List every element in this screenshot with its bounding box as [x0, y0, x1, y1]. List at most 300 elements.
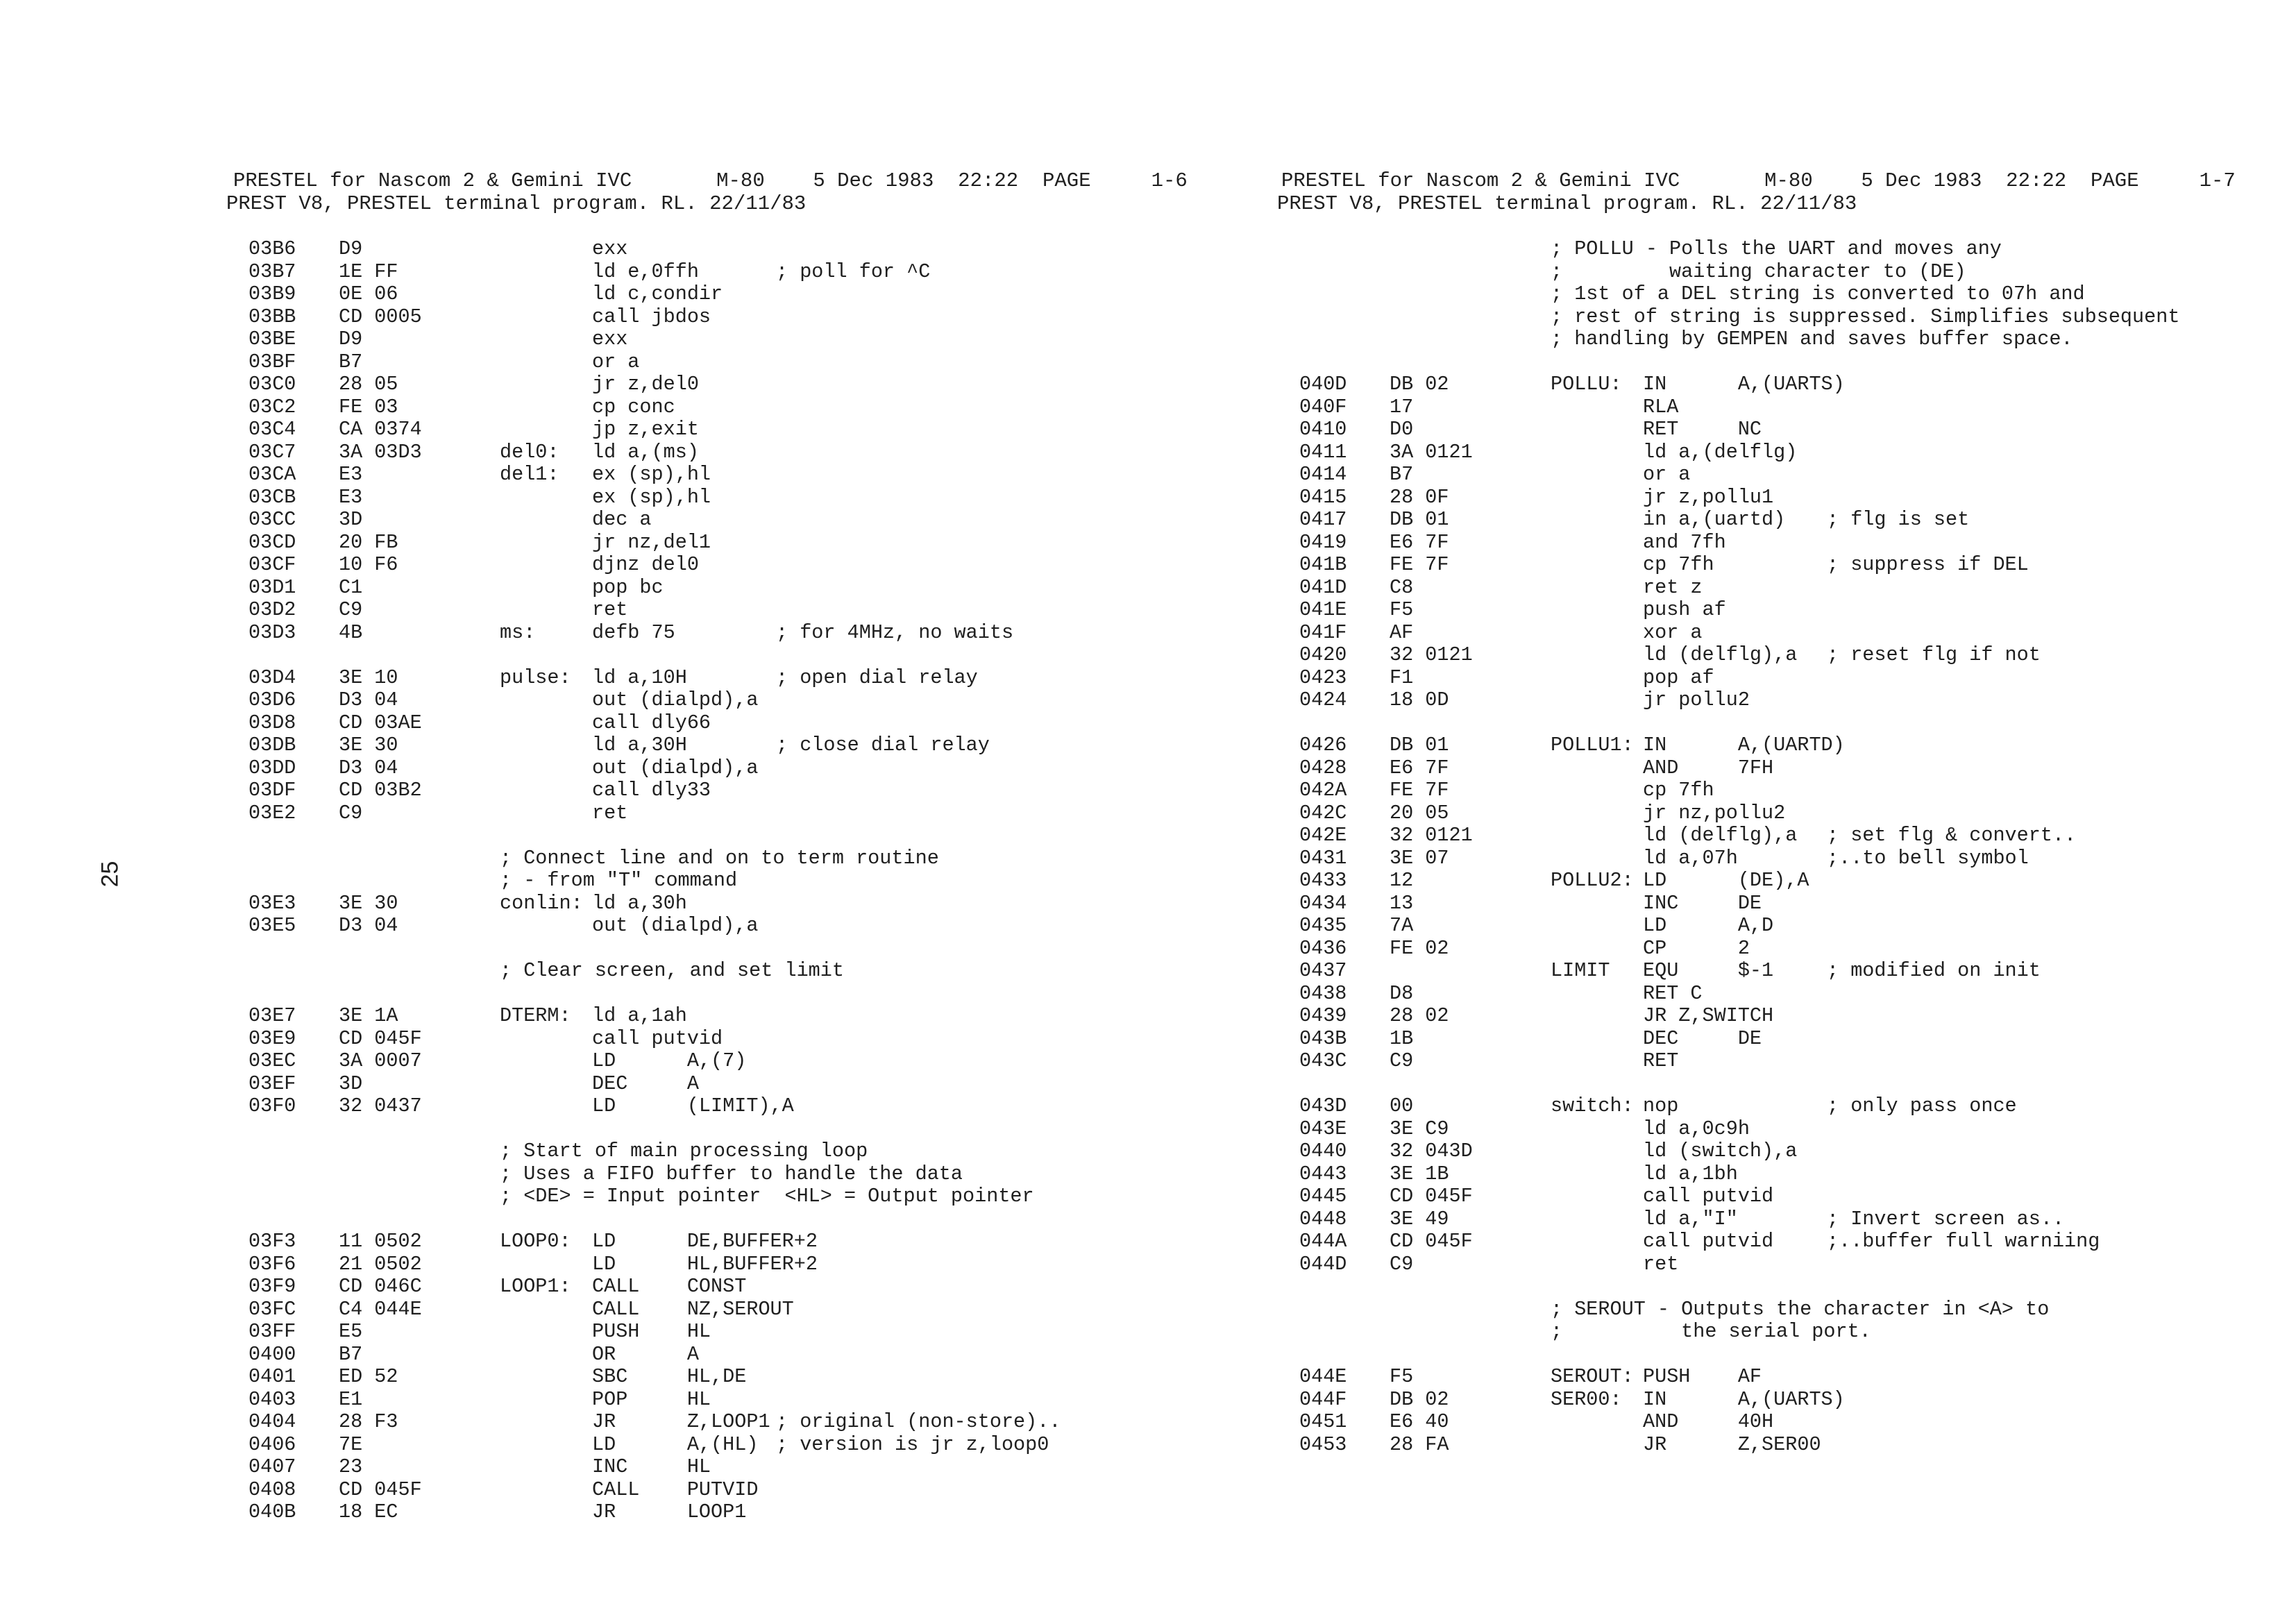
address: 03BE: [248, 328, 296, 350]
opcode: 3E 1B: [1390, 1162, 1449, 1185]
instruction: AND 40H: [1643, 1410, 1774, 1433]
label: LIMIT: [1551, 959, 1610, 982]
address: 0453: [1299, 1432, 1347, 1456]
address: 0445: [1299, 1185, 1347, 1208]
instruction: DEC A: [592, 1072, 699, 1095]
opcode: 3A 0007: [339, 1049, 422, 1072]
opcode: CD 045F: [339, 1026, 422, 1050]
label: ; Start of main processing loop: [500, 1140, 868, 1162]
comment: ; reset flg if not: [1827, 643, 2041, 666]
instruction: cp 7fh: [1643, 553, 1714, 576]
opcode: 3D: [339, 1072, 363, 1095]
label: LOOP0:: [500, 1230, 571, 1253]
address: 03C0: [248, 373, 296, 396]
label: ; 1st of a DEL string is converted to 07h and: [1551, 282, 2085, 305]
address: 044F: [1299, 1387, 1347, 1411]
instruction: ld a,30H: [592, 734, 687, 756]
comment: ; for 4MHz, no waits: [776, 620, 1014, 644]
label: switch:: [1551, 1094, 1634, 1117]
address: 0423: [1299, 666, 1347, 689]
opcode: 32 0121: [1390, 824, 1473, 847]
instruction: AND 7FH: [1643, 756, 1774, 779]
comment: ; original (non-store)..: [776, 1410, 1061, 1433]
comment: ; flg is set: [1827, 508, 1970, 531]
instruction: PUSH AF: [1643, 1365, 1762, 1388]
opcode: E6 40: [1390, 1410, 1449, 1433]
instruction: defb 75: [592, 620, 675, 644]
address: 03DD: [248, 756, 296, 779]
label: SEROUT:: [1551, 1365, 1634, 1388]
instruction: IN A,(UARTS): [1643, 1387, 1845, 1411]
address: 03B6: [248, 237, 296, 260]
label: ; <DE> = Input pointer <HL> = Output pointer: [500, 1185, 1034, 1208]
label: POLLU1:: [1551, 734, 1634, 756]
address: 0424: [1299, 688, 1347, 711]
instruction: JR Z,SER00: [1643, 1432, 1821, 1456]
label: ; - from "T" command: [500, 869, 738, 892]
opcode: D0: [1390, 418, 1414, 441]
instruction: call putvid: [1643, 1185, 1774, 1208]
opcode: D9: [339, 237, 363, 260]
address: 044A: [1299, 1230, 1347, 1253]
comment: ; open dial relay: [776, 666, 978, 689]
address: 03F9: [248, 1275, 296, 1298]
instruction: CP 2: [1643, 936, 1750, 960]
address: 0406: [248, 1432, 296, 1456]
instruction: DEC DE: [1643, 1026, 1762, 1050]
instruction: pop bc: [592, 575, 664, 599]
instruction: jp z,exit: [592, 418, 699, 441]
opcode: E3: [339, 485, 363, 509]
instruction: ld (delflg),a: [1643, 643, 1798, 666]
opcode: C9: [1390, 1049, 1414, 1072]
instruction: LD A,(7): [592, 1049, 747, 1072]
instruction: RET NC: [1643, 418, 1762, 441]
opcode: B7: [339, 350, 363, 373]
opcode: DB 02: [1390, 1387, 1449, 1411]
opcode: DB 02: [1390, 373, 1449, 396]
instruction: POP HL: [592, 1387, 711, 1411]
opcode: F5: [1390, 1365, 1414, 1388]
label: ; Uses a FIFO buffer to handle the data: [500, 1162, 963, 1185]
instruction: RET C: [1643, 981, 1703, 1005]
address: 0420: [1299, 643, 1347, 666]
instruction: exx: [592, 237, 628, 260]
instruction: xor a: [1643, 620, 1703, 644]
comment: ; only pass once: [1827, 1094, 2017, 1117]
opcode: F5: [1390, 598, 1414, 621]
instruction: jr nz,pollu2: [1643, 801, 1786, 824]
address: 03DF: [248, 779, 296, 802]
address: 03CD: [248, 530, 296, 554]
address: 0408: [248, 1478, 296, 1501]
instruction: CALL NZ,SEROUT: [592, 1297, 794, 1321]
comment: ; set flg & convert..: [1827, 824, 2077, 847]
opcode: 3E 10: [339, 666, 398, 689]
opcode: 3D: [339, 508, 363, 531]
address: 03CF: [248, 553, 296, 576]
instruction: OR A: [592, 1342, 699, 1366]
address: 03E7: [248, 1004, 296, 1027]
instruction: in a,(uartd): [1643, 508, 1786, 531]
address: 0426: [1299, 734, 1347, 756]
opcode: D9: [339, 328, 363, 350]
label: DTERM:: [500, 1004, 571, 1027]
address: 0439: [1299, 1004, 1347, 1027]
opcode: 3E 07: [1390, 846, 1449, 870]
instruction: jr nz,del1: [592, 530, 711, 554]
opcode: D8: [1390, 981, 1414, 1005]
opcode: DB 01: [1390, 508, 1449, 531]
address: 044E: [1299, 1365, 1347, 1388]
instruction: LD DE,BUFFER+2: [592, 1230, 818, 1253]
instruction: exx: [592, 328, 628, 350]
opcode: 32 043D: [1390, 1140, 1473, 1162]
instruction: ld a,30h: [592, 891, 687, 915]
address: 043B: [1299, 1026, 1347, 1050]
opcode: 3E 1A: [339, 1004, 398, 1027]
instruction: nop: [1643, 1094, 1679, 1117]
address: 03E2: [248, 801, 296, 824]
opcode: 3A 03D3: [339, 440, 422, 464]
address: 03BF: [248, 350, 296, 373]
address: 03B7: [248, 260, 296, 283]
instruction: call dly66: [592, 711, 711, 734]
address: 040D: [1299, 373, 1347, 396]
opcode: E5: [339, 1320, 363, 1343]
opcode: 00: [1390, 1094, 1414, 1117]
label: LOOP1:: [500, 1275, 571, 1298]
opcode: CD 045F: [339, 1478, 422, 1501]
opcode: 18 EC: [339, 1500, 398, 1523]
opcode: 3E C9: [1390, 1117, 1449, 1140]
opcode: 28 F3: [339, 1410, 398, 1433]
instruction: PUSH HL: [592, 1320, 711, 1343]
address: 040B: [248, 1500, 296, 1523]
instruction: out (dialpd),a: [592, 756, 759, 779]
opcode: C1: [339, 575, 363, 599]
address: 03CB: [248, 485, 296, 509]
opcode: 10 F6: [339, 553, 398, 576]
opcode: CD 045F: [1390, 1230, 1473, 1253]
opcode: C8: [1390, 575, 1414, 599]
opcode: E3: [339, 463, 363, 486]
opcode: B7: [339, 1342, 363, 1366]
instruction: LD A,(HL): [592, 1432, 759, 1456]
opcode: D3 04: [339, 914, 398, 937]
instruction: RET: [1643, 1049, 1679, 1072]
instruction: LD HL,BUFFER+2: [592, 1252, 818, 1276]
opcode: C4 044E: [339, 1297, 422, 1321]
label: ms:: [500, 620, 536, 644]
label: del1:: [500, 463, 559, 486]
opcode: FE 03: [339, 395, 398, 418]
instruction: ret z: [1643, 575, 1703, 599]
instruction: or a: [1643, 463, 1691, 486]
instruction: djnz del0: [592, 553, 699, 576]
comment: ;..buffer full warniing: [1827, 1230, 2100, 1253]
address: 0414: [1299, 463, 1347, 486]
page-number: 25: [96, 861, 124, 888]
address: 0415: [1299, 485, 1347, 509]
instruction: jr z,del0: [592, 373, 699, 396]
instruction: cp conc: [592, 395, 675, 418]
opcode: 4B: [339, 620, 363, 644]
address: 03F6: [248, 1252, 296, 1276]
address: 042A: [1299, 779, 1347, 802]
address: 03E5: [248, 914, 296, 937]
label: POLLU:: [1551, 373, 1622, 396]
instruction: ld a,(ms): [592, 440, 699, 464]
address: 043E: [1299, 1117, 1347, 1140]
opcode: 28 02: [1390, 1004, 1449, 1027]
instruction: ld (delflg),a: [1643, 824, 1798, 847]
address: 0433: [1299, 869, 1347, 892]
opcode: 7E: [339, 1432, 363, 1456]
opcode: E1: [339, 1387, 363, 1411]
instruction: IN A,(UARTD): [1643, 734, 1845, 756]
instruction: CALL CONST: [592, 1275, 747, 1298]
address: 0419: [1299, 530, 1347, 554]
address: 03D6: [248, 688, 296, 711]
instruction: ld a,10H: [592, 666, 687, 689]
page-header-line-2: PREST V8, PRESTEL terminal program. RL. 22/11/83: [1277, 192, 1857, 215]
instruction: ret: [592, 801, 628, 824]
address: 03D3: [248, 620, 296, 644]
address: 03E3: [248, 891, 296, 915]
address: 041B: [1299, 553, 1347, 576]
address: 0410: [1299, 418, 1347, 441]
page-header-line-1: PRESTEL for Nascom 2 & Gemini IVC M-80 5 Dec 1983 22:22 PAGE 1-7: [1281, 169, 2236, 192]
instruction: jr pollu2: [1643, 688, 1750, 711]
instruction: ld a,(delflg): [1643, 440, 1798, 464]
opcode: 21 0502: [339, 1252, 422, 1276]
instruction: ex (sp),hl: [592, 463, 711, 486]
label: ; SEROUT - Outputs the character in <A> to: [1551, 1297, 2050, 1321]
opcode: E6 7F: [1390, 756, 1449, 779]
opcode: CD 045F: [1390, 1185, 1473, 1208]
opcode: 1B: [1390, 1026, 1414, 1050]
address: 0436: [1299, 936, 1347, 960]
address: 0443: [1299, 1162, 1347, 1185]
address: 03C4: [248, 418, 296, 441]
page-header-line-1: PRESTEL for Nascom 2 & Gemini IVC M-80 5 Dec 1983 22:22 PAGE 1-6: [233, 169, 1188, 192]
instruction: call jbdos: [592, 305, 711, 328]
instruction: cp 7fh: [1643, 779, 1714, 802]
instruction: INC HL: [592, 1455, 711, 1478]
opcode: D3 04: [339, 688, 398, 711]
label: ; handling by GEMPEN and saves buffer space.: [1551, 328, 2073, 350]
address: 0448: [1299, 1207, 1347, 1230]
opcode: 3E 49: [1390, 1207, 1449, 1230]
instruction: JR LOOP1: [592, 1500, 747, 1523]
opcode: 3E 30: [339, 891, 398, 915]
instruction: ld a,1ah: [592, 1004, 687, 1027]
instruction: ret: [592, 598, 628, 621]
address: 0401: [248, 1365, 296, 1388]
address: 040F: [1299, 395, 1347, 418]
comment: ; modified on init: [1827, 959, 2041, 982]
instruction: EQU $-1: [1643, 959, 1774, 982]
opcode: CD 03AE: [339, 711, 422, 734]
instruction: CALL PUTVID: [592, 1478, 759, 1501]
label: conlin:: [500, 891, 583, 915]
address: 0434: [1299, 891, 1347, 915]
address: 03FF: [248, 1320, 296, 1343]
opcode: 13: [1390, 891, 1414, 915]
address: 0438: [1299, 981, 1347, 1005]
opcode: F1: [1390, 666, 1414, 689]
opcode: FE 7F: [1390, 553, 1449, 576]
instruction: call putvid: [1643, 1230, 1774, 1253]
label: ; Connect line and on to term routine: [500, 846, 939, 870]
address: 0417: [1299, 508, 1347, 531]
comment: ; suppress if DEL: [1827, 553, 2029, 576]
opcode: DB 01: [1390, 734, 1449, 756]
instruction: LD (DE),A: [1643, 869, 1809, 892]
opcode: E6 7F: [1390, 530, 1449, 554]
opcode: FE 02: [1390, 936, 1449, 960]
opcode: 32 0437: [339, 1094, 422, 1117]
instruction: call dly33: [592, 779, 711, 802]
opcode: C9: [339, 801, 363, 824]
instruction: JR Z,SWITCH: [1643, 1004, 1774, 1027]
opcode: 23: [339, 1455, 363, 1478]
address: 03EC: [248, 1049, 296, 1072]
opcode: 20 05: [1390, 801, 1449, 824]
comment: ; close dial relay: [776, 734, 990, 756]
address: 03CC: [248, 508, 296, 531]
instruction: and 7fh: [1643, 530, 1726, 554]
instruction: ld c,condir: [592, 282, 723, 305]
address: 03CA: [248, 463, 296, 486]
address: 042C: [1299, 801, 1347, 824]
label: SER00:: [1551, 1387, 1622, 1411]
instruction: SBC HL,DE: [592, 1365, 747, 1388]
instruction: ld e,0ffh: [592, 260, 699, 283]
label: ; waiting character to (DE): [1551, 260, 1966, 283]
address: 041D: [1299, 575, 1347, 599]
address: 03F0: [248, 1094, 296, 1117]
address: 0407: [248, 1455, 296, 1478]
address: 03C2: [248, 395, 296, 418]
opcode: CD 0005: [339, 305, 422, 328]
address: 0431: [1299, 846, 1347, 870]
address: 03F3: [248, 1230, 296, 1253]
opcode: 3E 30: [339, 734, 398, 756]
instruction: or a: [592, 350, 640, 373]
instruction: pop af: [1643, 666, 1714, 689]
comment: ;..to bell symbol: [1827, 846, 2029, 870]
address: 0403: [248, 1387, 296, 1411]
address: 0400: [248, 1342, 296, 1366]
instruction: ld a,"I": [1643, 1207, 1738, 1230]
label: pulse:: [500, 666, 571, 689]
opcode: 28 05: [339, 373, 398, 396]
address: 03FC: [248, 1297, 296, 1321]
label: del0:: [500, 440, 559, 464]
opcode: 11 0502: [339, 1230, 422, 1253]
address: 043C: [1299, 1049, 1347, 1072]
opcode: C9: [339, 598, 363, 621]
address: 03B9: [248, 282, 296, 305]
label: ; the serial port.: [1551, 1320, 1871, 1343]
opcode: 18 0D: [1390, 688, 1449, 711]
address: 03D4: [248, 666, 296, 689]
address: 03D8: [248, 711, 296, 734]
label: ; POLLU - Polls the UART and moves any: [1551, 237, 2002, 260]
opcode: D3 04: [339, 756, 398, 779]
instruction: ex (sp),hl: [592, 485, 711, 509]
opcode: 0E 06: [339, 282, 398, 305]
instruction: out (dialpd),a: [592, 688, 759, 711]
address: 0404: [248, 1410, 296, 1433]
opcode: 32 0121: [1390, 643, 1473, 666]
opcode: B7: [1390, 463, 1414, 486]
page-header-line-2: PREST V8, PRESTEL terminal program. RL. 22/11/83: [226, 192, 807, 215]
address: 0437: [1299, 959, 1347, 982]
instruction: JR Z,LOOP1: [592, 1410, 770, 1433]
instruction: LD A,D: [1643, 914, 1774, 937]
opcode: 12: [1390, 869, 1414, 892]
address: 03DB: [248, 734, 296, 756]
address: 0435: [1299, 914, 1347, 937]
opcode: 20 FB: [339, 530, 398, 554]
address: 03D2: [248, 598, 296, 621]
instruction: ld a,0c9h: [1643, 1117, 1750, 1140]
address: 0411: [1299, 440, 1347, 464]
address: 041F: [1299, 620, 1347, 644]
comment: ; Invert screen as..: [1827, 1207, 2065, 1230]
instruction: INC DE: [1643, 891, 1762, 915]
address: 0451: [1299, 1410, 1347, 1433]
opcode: ED 52: [339, 1365, 398, 1388]
address: 03C7: [248, 440, 296, 464]
opcode: CD 03B2: [339, 779, 422, 802]
opcode: 28 FA: [1390, 1432, 1449, 1456]
address: 03E9: [248, 1026, 296, 1050]
instruction: LD (LIMIT),A: [592, 1094, 794, 1117]
address: 03D1: [248, 575, 296, 599]
opcode: CD 046C: [339, 1275, 422, 1298]
opcode: 3A 0121: [1390, 440, 1473, 464]
opcode: 17: [1390, 395, 1414, 418]
label: ; rest of string is suppressed. Simplifies subsequent: [1551, 305, 2180, 328]
address: 041E: [1299, 598, 1347, 621]
instruction: push af: [1643, 598, 1726, 621]
opcode: AF: [1390, 620, 1414, 644]
instruction: IN A,(UARTS): [1643, 373, 1845, 396]
comment: ; poll for ^C: [776, 260, 931, 283]
address: 0440: [1299, 1140, 1347, 1162]
instruction: jr z,pollu1: [1643, 485, 1774, 509]
comment: ; version is jr z,loop0: [776, 1432, 1049, 1456]
instruction: dec a: [592, 508, 652, 531]
instruction: RLA: [1643, 395, 1679, 418]
instruction: call putvid: [592, 1026, 723, 1050]
opcode: FE 7F: [1390, 779, 1449, 802]
instruction: ld a,1bh: [1643, 1162, 1738, 1185]
opcode: C9: [1390, 1252, 1414, 1276]
address: 042E: [1299, 824, 1347, 847]
opcode: CA 0374: [339, 418, 422, 441]
address: 03EF: [248, 1072, 296, 1095]
address: 03BB: [248, 305, 296, 328]
instruction: out (dialpd),a: [592, 914, 759, 937]
address: 044D: [1299, 1252, 1347, 1276]
address: 043D: [1299, 1094, 1347, 1117]
instruction: ld a,07h: [1643, 846, 1738, 870]
